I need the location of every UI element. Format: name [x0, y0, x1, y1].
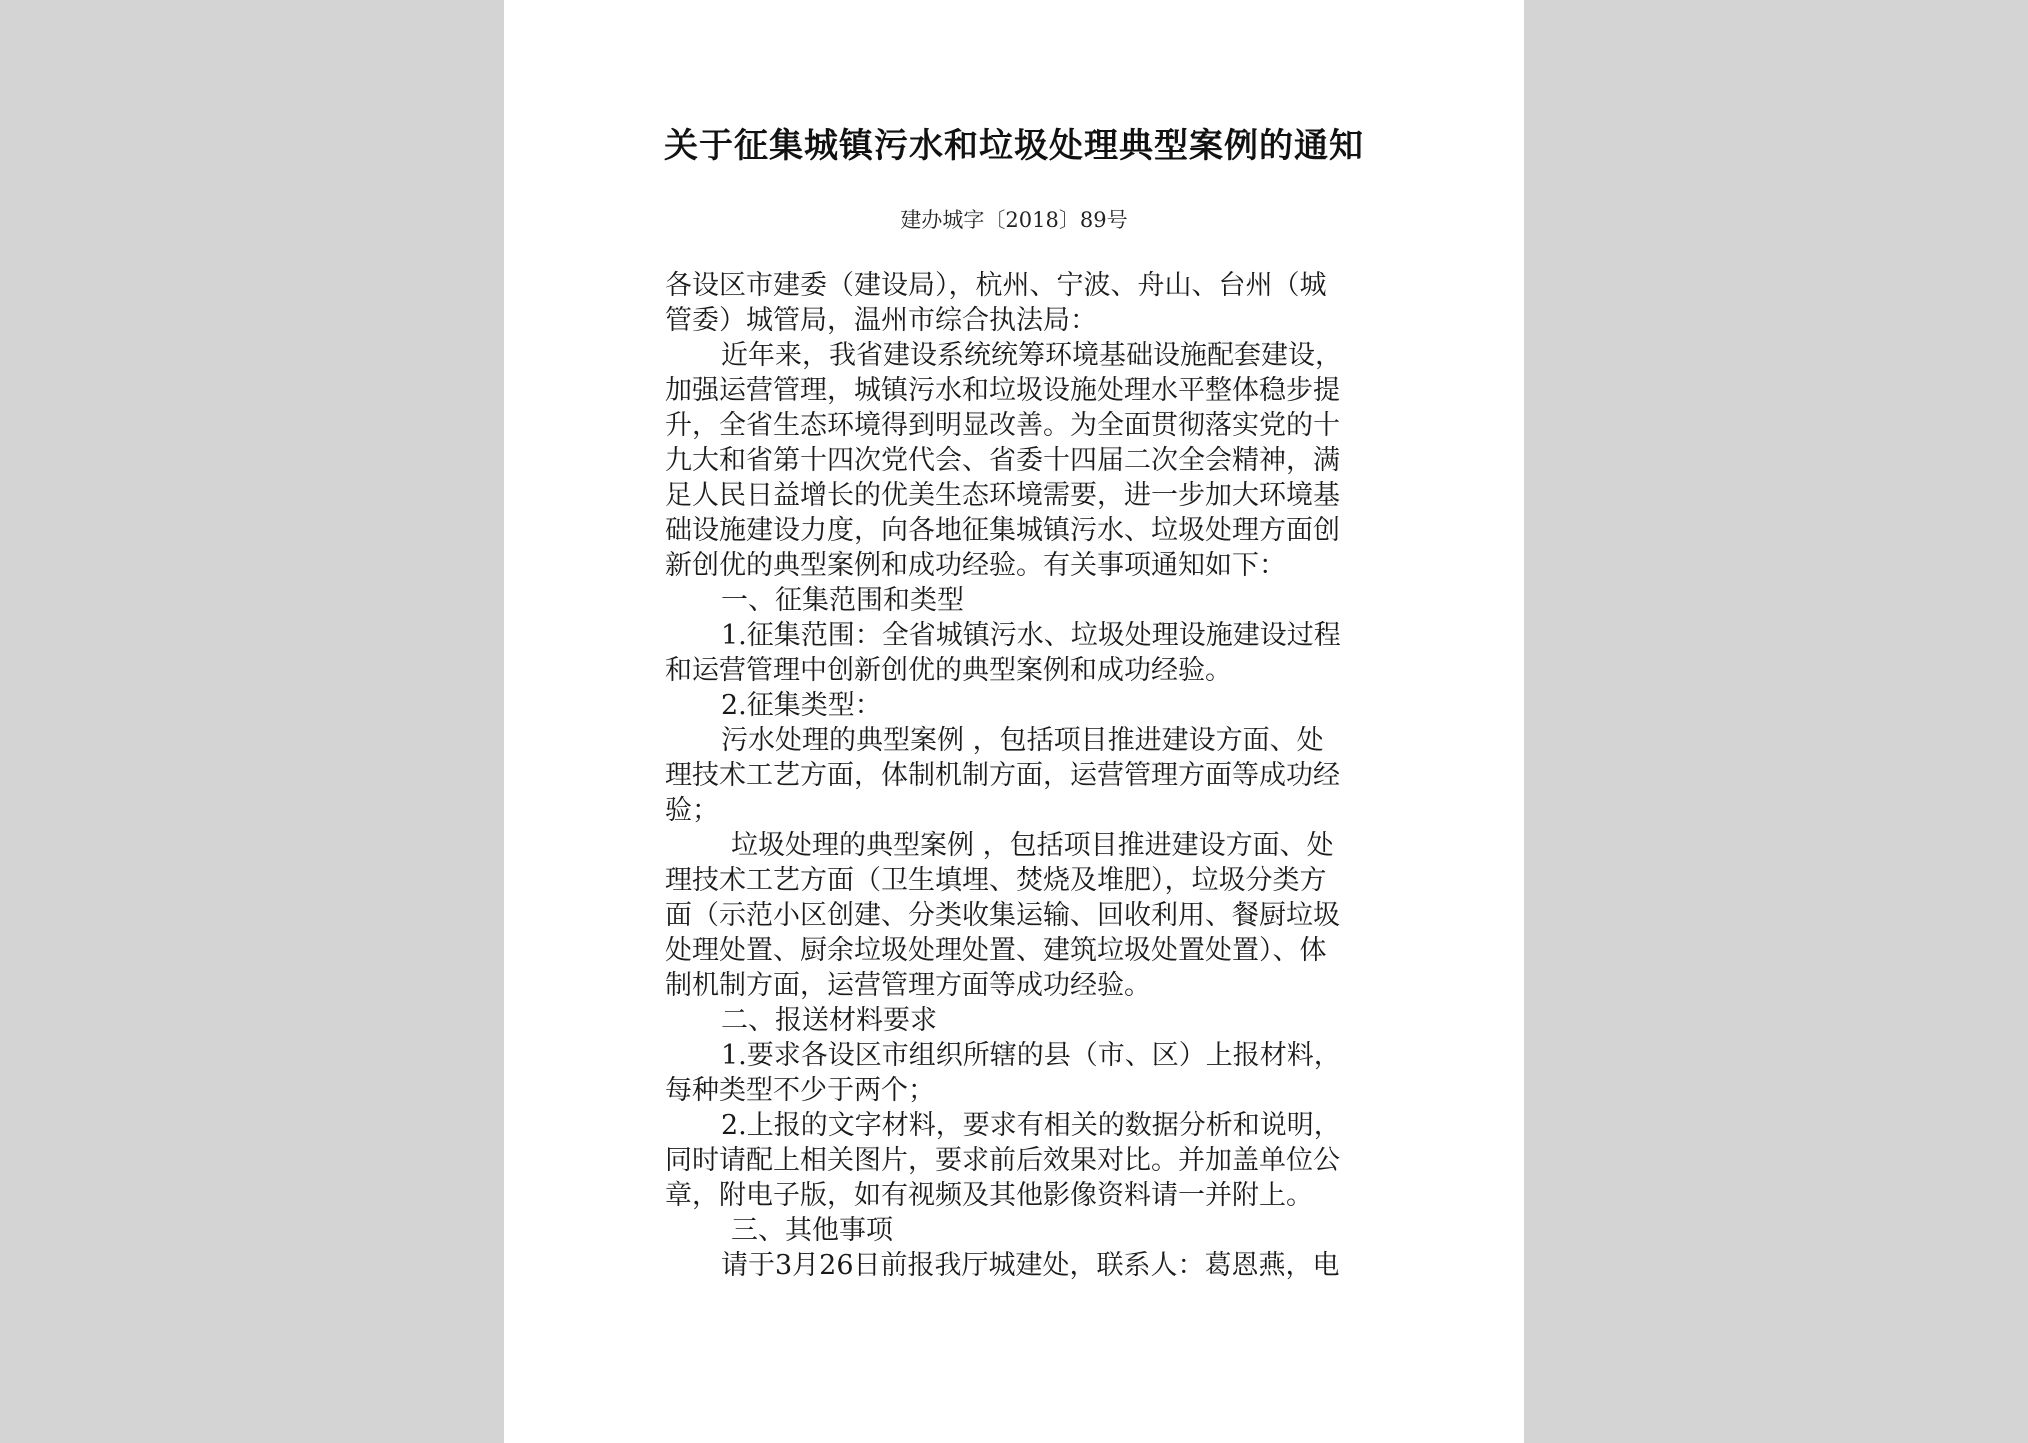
- document-title: 关于征集城镇污水和垃圾处理典型案例的通知: [664, 126, 1364, 166]
- body-line: 础设施建设力度，向各地征集城镇污水、垃圾处理方面创: [665, 515, 1340, 546]
- body-line: 管委）城管局，温州市综合执法局：: [665, 305, 1097, 336]
- document-page: [504, 0, 1524, 1443]
- body-line: 1.征集范围：全省城镇污水、垃圾处理设施建设过程: [721, 620, 1341, 651]
- body-line: 2.上报的文字材料，要求有相关的数据分析和说明，: [721, 1110, 1341, 1141]
- body-line: 章，附电子版，如有视频及其他影像资料请一并附上。: [665, 1180, 1313, 1211]
- document-number: 建办城字〔2018〕89号: [900, 208, 1128, 232]
- document-body: [665, 268, 1365, 1283]
- body-line: 一、征集范围和类型: [721, 585, 964, 616]
- body-line: 处理处置、厨余垃圾处理处置、建筑垃圾处置处置）、体: [665, 935, 1327, 966]
- body-line: 垃圾处理的典型案例 ，包括项目推进建设方面、处: [731, 830, 1334, 861]
- body-line: 九大和省第十四次党代会、省委十四届二次全会精神，满: [665, 445, 1340, 476]
- body-line: 理技术工艺方面，体制机制方面，运营管理方面等成功经: [665, 760, 1340, 791]
- body-line: 足人民日益增长的优美生态环境需要，进一步加大环境基: [665, 480, 1340, 511]
- body-line: 验；: [665, 795, 719, 826]
- body-line: 同时请配上相关图片，要求前后效果对比。并加盖单位公: [665, 1145, 1340, 1176]
- body-line: 二、报送材料要求: [721, 1005, 937, 1036]
- body-line: 三、其他事项: [731, 1215, 893, 1246]
- body-line: 和运营管理中创新创优的典型案例和成功经验。: [665, 655, 1232, 686]
- body-line: 新创优的典型案例和成功经验。有关事项通知如下：: [665, 550, 1286, 581]
- body-line: 2.征集类型：: [721, 690, 882, 721]
- body-line: 理技术工艺方面（卫生填埋、焚烧及堆肥），垃圾分类方: [665, 865, 1327, 896]
- body-line: 制机制方面，运营管理方面等成功经验。: [665, 970, 1151, 1001]
- body-line: 加强运营管理，城镇污水和垃圾设施处理水平整体稳步提: [665, 375, 1340, 406]
- body-line: 升，全省生态环境得到明显改善。为全面贯彻落实党的十: [665, 410, 1340, 441]
- body-line: 近年来，我省建设系统统筹环境基础设施配套建设，: [721, 340, 1342, 371]
- body-line: 各设区市建委（建设局），杭州、宁波、舟山、台州（城: [665, 270, 1327, 301]
- body-line: 1.要求各设区市组织所辖的县（市、区）上报材料，: [721, 1040, 1341, 1071]
- body-line: 每种类型不少于两个；: [665, 1075, 935, 1106]
- body-line: 面（示范小区创建、分类收集运输、回收利用、餐厨垃圾: [665, 900, 1340, 931]
- body-line: 污水处理的典型案例 ，包括项目推进建设方面、处: [721, 725, 1324, 756]
- body-line: 请于3月26日前报我厅城建处，联系人：葛恩燕，电: [721, 1250, 1340, 1281]
